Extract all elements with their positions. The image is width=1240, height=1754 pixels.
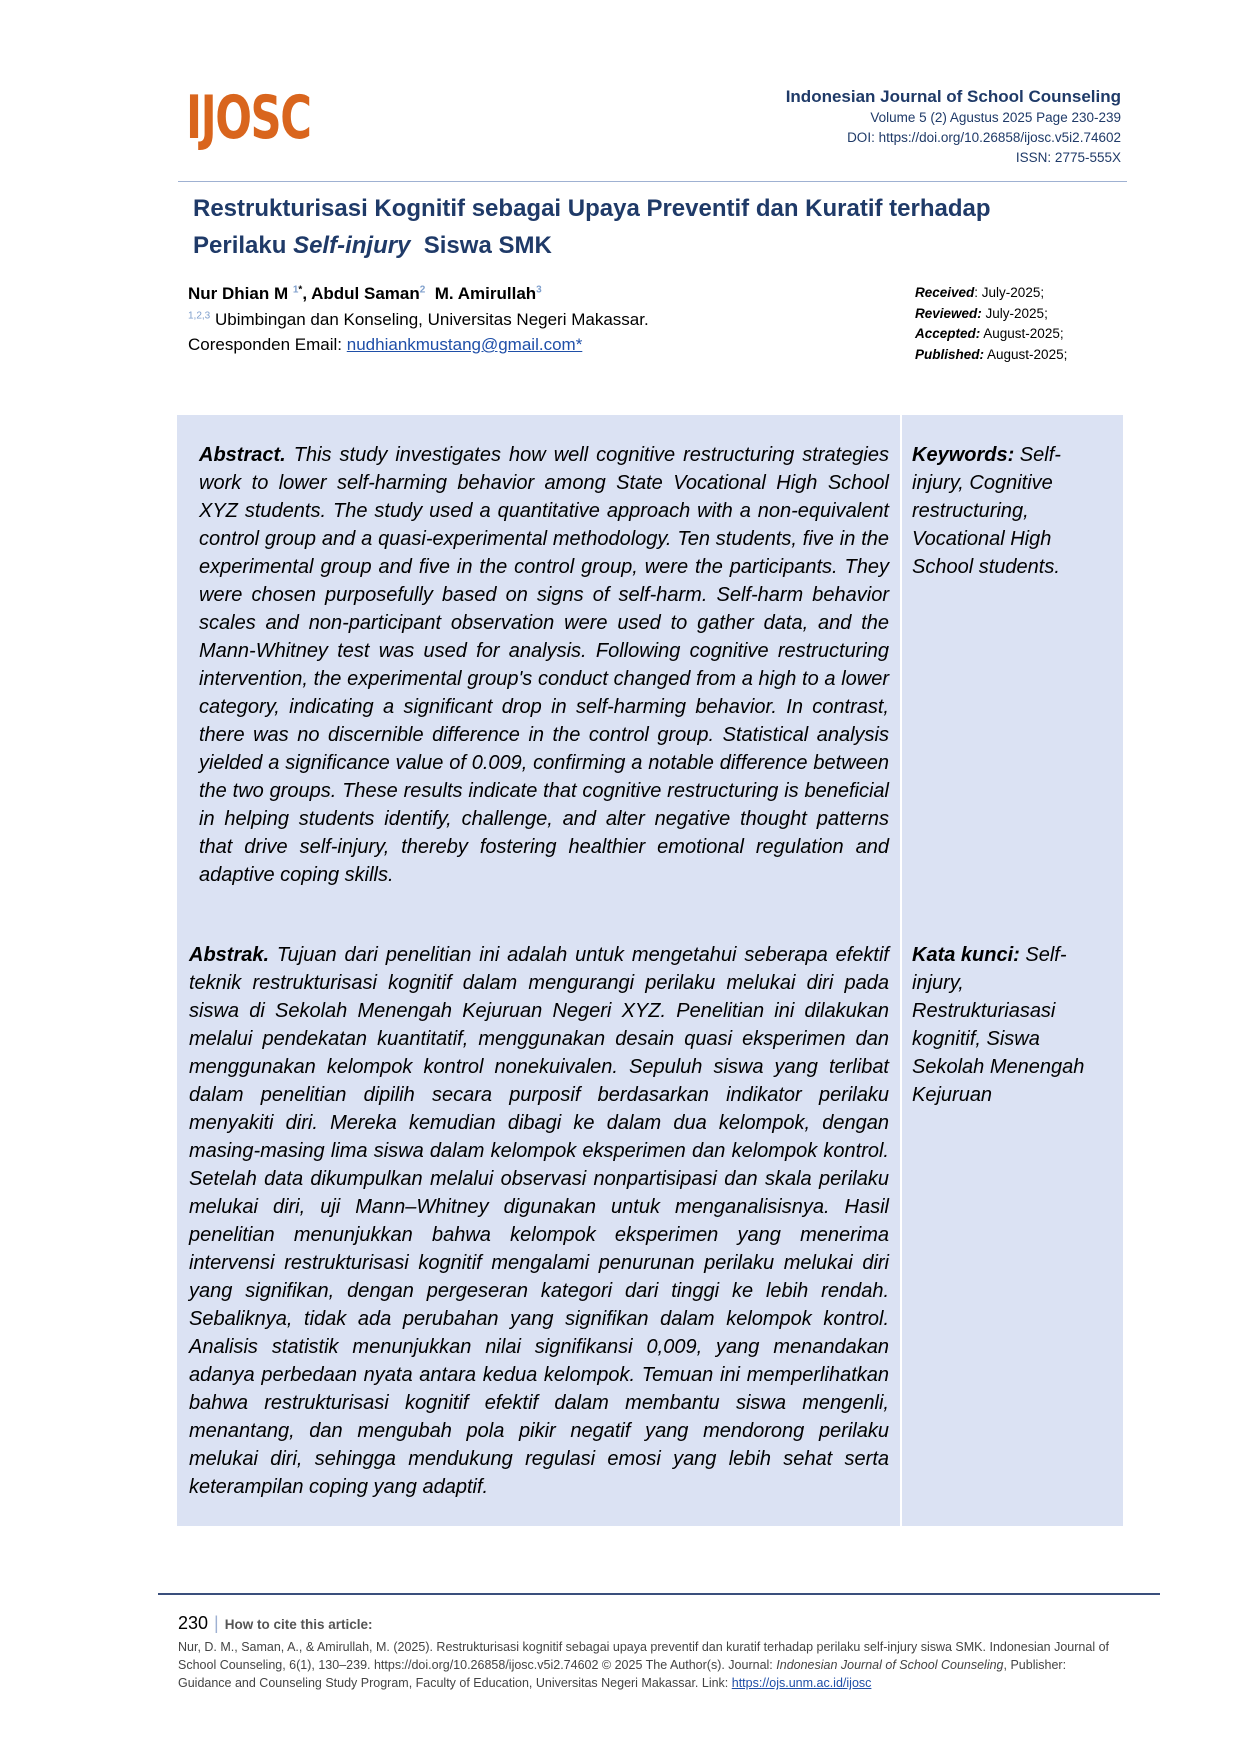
kata-kunci-text: Self-injury, Restrukturiasasi kognitif, Siswa Sekolah Menengah Kejuruan: [912, 944, 1085, 1106]
article-title: [193, 190, 1093, 264]
page-number: 230: [178, 1613, 209, 1633]
published-value: August-2025;: [984, 346, 1068, 362]
volume-line: Volume 5 (2) Agustus 2025 Page 230-239: [870, 110, 1121, 125]
author-1-star: *: [298, 284, 303, 296]
email-link[interactable]: nudhiankmustang@gmail.com*: [346, 335, 583, 354]
abstract-column-divider: [900, 415, 902, 1526]
issn-line: ISSN: 2775-555X: [1015, 150, 1121, 165]
abstrak-text: Tujuan dari penelitian ini adalah untuk mengetahui seberapa efektif teknik restrukturisasi kognitif dalam mengurangi perilaku melukai diri pada siswa di Sekolah Menengah Kejuruan Negeri XYZ. Penelitian ini dilakukan melalui pendekatan kuantitatif, menggunakan desain quasi eksperimen dan menggunakan kelompok kontrol nonekuivalen. Sepuluh siswa yang terlibat dalam penelitian dipilih secara purposif berdasarkan indikator perilaku menyakiti diri. Mereka kemudian dibagi ke dalam dua kelompok, dengan masing-masing lima siswa dalam kelompok eksperimen dan kelompok kontrol. Setelah data dikumpulkan melalui observasi nonpartisipasi dan skala perilaku melukai diri, uji Mann–Whitney digunakan untuk menganalisisnya. Hasil penelitian menunjukkan bahwa kelompok eksperimen yang menerima intervensi restrukturisasi kognitif mengalami penurunan perilaku melukai diri yang signifikan, dengan pergeseran kategori dari tinggi ke lebih rendah. Sebaliknya, tidak ada perubahan yang signifikan dalam kelompok kontrol. Analisis statistik menunjukkan nilai signifikansi 0,009, yang menandakan adanya perbedaan nyata antara kedua kelompok. Temuan ini memperlihatkan bahwa restrukturisasi kognitif efektif dalam membantu siswa mengenli, menantang, dan mengubah pola pikir negatif yang mendorong perilaku melukai diri, sehingga mendukung regulasi emosi yang lebih sehat serta keterampilan coping yang adaptif.: [189, 944, 889, 1498]
abstract-english: [199, 441, 889, 889]
published-label: Published:: [915, 346, 985, 362]
article-dates: [915, 283, 1067, 365]
citation: [178, 1638, 1123, 1692]
keywords-indonesian: [912, 941, 1107, 1109]
author-list: [188, 282, 542, 306]
kata-kunci-label: Kata kunci:: [912, 944, 1020, 966]
keywords-label: Keywords:: [912, 444, 1015, 466]
affiliation-text: Ubimbingan dan Konseling, Universitas Negeri Makassar.: [210, 310, 649, 329]
accepted-date: [915, 324, 1067, 345]
published-date: [915, 345, 1067, 366]
abstract-box: [177, 415, 1123, 1526]
footer-heading: [178, 1612, 373, 1636]
citation-text-1: Nur, D. M., Saman, A., & Amirullah, M. (2025). Restrukturisasi kognitif sebagai upaya preventif dan kuratif terhadap perilaku self-injury siswa SMK. Indonesian Journal of School Counseling, 6(1), 130–239. https://doi.org/10.26858/ijosc.v5i2.74602 © 2025 The Author(s). Journal:: [178, 1640, 1109, 1672]
abstract-label: Abstract.: [199, 444, 286, 466]
title-line-1: Restrukturisasi Kognitif sebagai Upaya Preventif dan Kuratif terhadap: [193, 195, 991, 222]
citation-link[interactable]: https://ojs.unm.ac.id/ijosc: [731, 1676, 872, 1690]
affiliation: [188, 308, 649, 332]
title-line-2: [193, 227, 1093, 264]
accepted-value: August-2025;: [980, 326, 1064, 341]
citation-text-2: , Publisher: Guidance and Counseling Study Program, Faculty of Education, Universitas Negeri Makassar. Link:: [178, 1658, 1067, 1690]
reviewed-value: July-2025;: [981, 305, 1048, 321]
author-3-sup: 3: [536, 284, 542, 296]
author-2-sup: 2: [419, 284, 426, 296]
author-3: M. Amirullah: [425, 284, 537, 303]
footer-divider: [158, 1593, 1160, 1595]
reviewed-date: [915, 304, 1067, 325]
received-value: : July-2025;: [974, 285, 1045, 300]
received-date: [915, 283, 1067, 304]
author-1-sup: 1: [292, 284, 299, 296]
header-divider: [178, 181, 1127, 182]
author-2: , Abdul Saman: [302, 284, 420, 303]
abstract-text: This study investigates how well cognitive restructuring strategies work to lower self-harming behavior among State Vocational High School XYZ students. The study used a quantitative approach with a non-equivalent control group and a quasi-experimental methodology. Ten students, five in the experimental group and five in the control group, were the participants. They were chosen purposefully based on signs of self-harm. Self-harm behavior scales and non-participant observation were used to gather data, and the Mann-Whitney test was used for analysis. Following cognitive restructuring intervention, the experimental group's conduct changed from a high to a lower category, indicating a significant drop in self-harming behavior. In contrast, there was no discernible difference in the control group. Statistical analysis yielded a significance value of 0.009, confirming a notable difference between the two groups. These results indicate that cognitive restructuring is beneficial in helping students identify, challenge, and alter negative thought patterns that drive self-injury, thereby fostering healthier emotional regulation and adaptive coping skills.: [199, 444, 889, 886]
affiliation-sup: 1,2,3: [188, 310, 211, 322]
title-line-2-post: Siswa SMK: [410, 232, 552, 259]
abstract-indonesian: [189, 941, 889, 1501]
how-to-cite-label: How to cite this article:: [224, 1617, 373, 1632]
keywords-english: [912, 441, 1102, 581]
journal-title: Indonesian Journal of School Counseling: [785, 87, 1121, 106]
author-1: Nur Dhian M: [188, 284, 293, 303]
keywords-text: Self-injury, Cognitive restructuring, Vocational High School students.: [912, 444, 1061, 578]
email-label: Coresponden Email:: [188, 335, 347, 354]
abstrak-label: Abstrak.: [189, 944, 270, 966]
title-italic-term: Self-injury: [293, 232, 411, 259]
received-label: Received: [915, 285, 975, 300]
accepted-label: Accepted:: [915, 326, 981, 341]
reviewed-label: Reviewed:: [915, 305, 982, 321]
title-line-2-pre: Perilaku: [193, 232, 294, 259]
footer-separator: |: [214, 1613, 219, 1633]
correspondence: [188, 333, 582, 357]
doi-line[interactable]: DOI: https://doi.org/10.26858/ijosc.v5i2.74602: [847, 130, 1121, 145]
citation-journal: Indonesian Journal of School Counseling: [776, 1658, 1004, 1672]
journal-logo: IJOSC: [186, 83, 311, 153]
journal-info: [786, 86, 1121, 168]
